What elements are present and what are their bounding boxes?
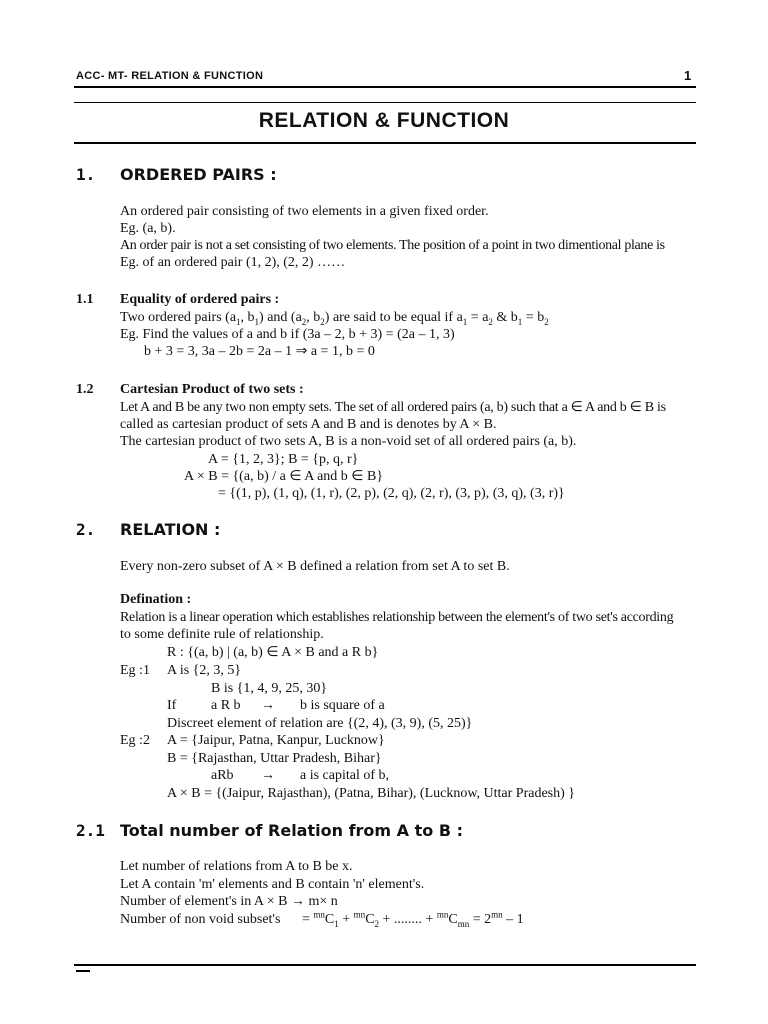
title-top-rule bbox=[74, 102, 696, 103]
section-1-1-title: Equality of ordered pairs : bbox=[120, 292, 280, 307]
example-1-set-b: B is {1, 4, 9, 25, 30} bbox=[211, 681, 328, 696]
s12-line-2: called as cartesian product of sets A and B and is denotes by A × B. bbox=[120, 417, 497, 432]
section-2-title: RELATION : bbox=[120, 520, 221, 539]
example-2-arb: aRb bbox=[211, 768, 234, 783]
page-title: RELATION & FUNCTION bbox=[258, 109, 510, 132]
s21-line-1: Let number of relations from A to B be x. bbox=[120, 859, 353, 874]
definition-line-2: to some definite rule of relationship. bbox=[120, 627, 324, 642]
s11-equality-line: Two ordered pairs ($a_1$, $b_1$) and ($a_2$, $b_2$) are said to be equal if $a_1 = a_2$ & $b_1 = b_2$ bbox=[120, 310, 549, 327]
example-2-set-a: A = {Jaipur, Patna, Kanpur, Lucknow} bbox=[167, 733, 385, 748]
section-2-number: 2. bbox=[76, 520, 96, 539]
footer-mark bbox=[76, 970, 90, 972]
s12-product-result: = {(1, p), (1, q), (1, r), (2, p), (2, q), (2, r), (3, p), (3, q), (3, r)} bbox=[218, 486, 565, 501]
example-1-if: If bbox=[167, 698, 177, 713]
s11-example-line: Eg. Find the values of a and b if (3a – 2, b + 3) = (2a – 1, 3) bbox=[120, 327, 455, 342]
definition-line-1: Relation is a linear operation which establishes relationship between the element's of two set's according bbox=[120, 610, 674, 625]
section-2-1-number: 2.1 bbox=[76, 821, 105, 840]
footer-rule bbox=[74, 964, 696, 966]
s21-line-4-formula: = $^{mn}C_1 + ^{mn}C_2$ + ........ + $^{mn}C_{mn} = 2^{mn} - 1$ bbox=[302, 909, 524, 929]
relation-definition: R : {(a, b) | (a, b) ∈ A × B and a R b} bbox=[167, 645, 379, 660]
s1-line-1: An ordered pair consisting of two elements in a given fixed order. bbox=[120, 204, 489, 219]
page-number: 1 bbox=[684, 68, 692, 83]
example-1-rule: b is square of a bbox=[300, 698, 385, 713]
example-1-arb: a R b bbox=[211, 698, 241, 713]
example-2-set-b: B = {Rajasthan, Uttar Pradesh, Bihar} bbox=[167, 751, 382, 766]
s21-line-2: Let A contain 'm' elements and B contain 'n' element's. bbox=[120, 877, 425, 892]
running-header: ACC- MT- RELATION & FUNCTION bbox=[76, 70, 264, 82]
example-1-set-a: A is {2, 3, 5} bbox=[167, 663, 242, 678]
example-1-label: Eg :1 bbox=[120, 663, 150, 678]
s1-line-3: An order pair is not a set consisting of two elements. The position of a point in two dimentional plane is bbox=[120, 238, 665, 253]
s21-line-4-label: Number of non void subset's bbox=[120, 912, 281, 927]
definition-title: Defination : bbox=[120, 592, 192, 607]
s12-sets: A = {1, 2, 3}; B = {p, q, r} bbox=[208, 452, 359, 467]
s1-line-4: Eg. of an ordered pair (1, 2), (2, 2) …… bbox=[120, 255, 346, 270]
example-2-rule: a is capital of b, bbox=[300, 768, 390, 783]
title-bottom-rule bbox=[74, 142, 696, 144]
s21-line-3: Number of element's in A × B → m× n bbox=[120, 894, 338, 909]
example-1-discreet: Discreet element of relation are {(2, 4), (3, 9), (5, 25)} bbox=[167, 716, 473, 731]
section-1-number: 1. bbox=[76, 165, 96, 184]
example-2-product: A × B = {(Jaipur, Rajasthan), (Patna, Bihar), (Lucknow, Uttar Pradesh) } bbox=[167, 786, 576, 801]
header-rule bbox=[74, 86, 696, 88]
section-1-1-number: 1.1 bbox=[76, 292, 94, 307]
section-1-title: ORDERED PAIRS : bbox=[120, 165, 277, 184]
s12-product-def: A × B = {(a, b) / a ∈ A and b ∈ B} bbox=[184, 469, 384, 484]
s12-line-3: The cartesian product of two sets A, B is a non-void set of all ordered pairs (a, b). bbox=[120, 434, 577, 449]
example-2-label: Eg :2 bbox=[120, 733, 150, 748]
arrow-icon: → bbox=[261, 698, 275, 713]
s11-solution-line: b + 3 = 3, 3a – 2b = 2a – 1 ⇒ a = 1, b = 0 bbox=[144, 344, 375, 359]
s12-line-1: Let A and B be any two non empty sets. The set of all ordered pairs (a, b) such that a ∈ A and b ∈ B is bbox=[120, 400, 666, 415]
s1-line-2: Eg. (a, b). bbox=[120, 221, 176, 236]
arrow-icon: → bbox=[261, 768, 275, 783]
s2-intro: Every non-zero subset of A × B defined a relation from set A to set B. bbox=[120, 559, 510, 574]
section-1-2-number: 1.2 bbox=[76, 382, 94, 397]
section-1-2-title: Cartesian Product of two sets : bbox=[120, 382, 304, 397]
section-2-1-title: Total number of Relation from A to B : bbox=[120, 821, 463, 840]
